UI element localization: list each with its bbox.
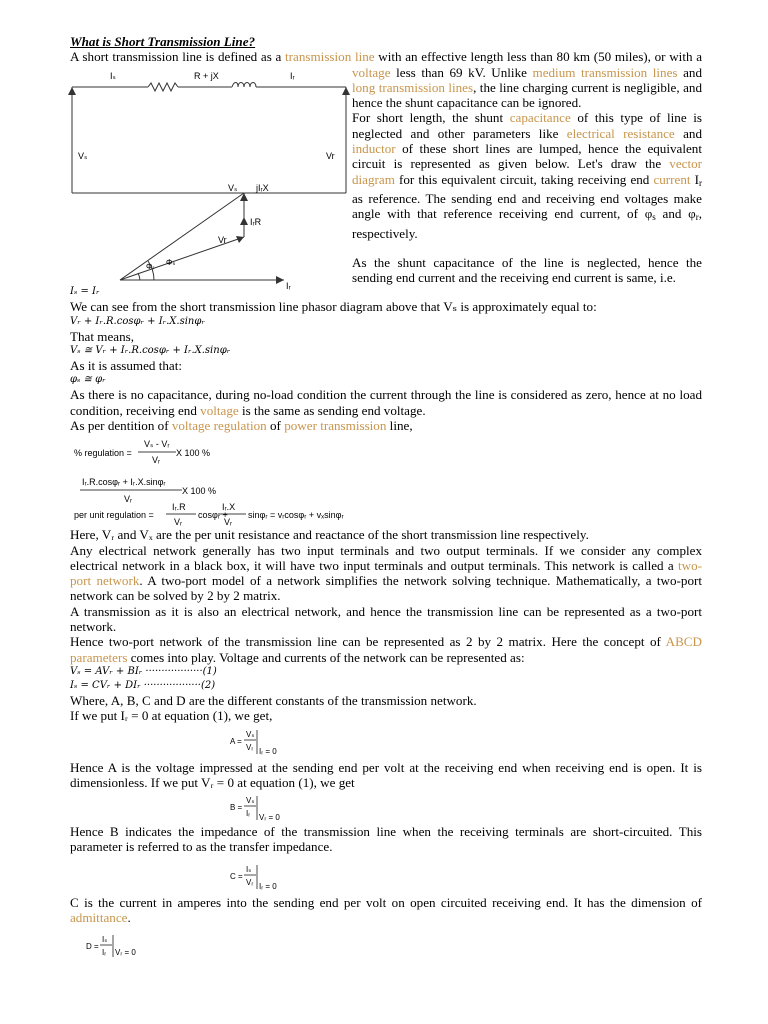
text: comes into play. Voltage and currents of the network can be represented as: bbox=[127, 649, 525, 665]
paragraph-per-unit: Here, Vᵣ and Vₓ are the per unit resistance and reactance of the short transmission line respectively. bbox=[70, 527, 589, 543]
text: line, bbox=[386, 417, 413, 433]
intro-paragraph bbox=[70, 49, 703, 291]
label-rjx: R + jX bbox=[194, 70, 219, 81]
subscript: r bbox=[699, 177, 702, 188]
reg-tail2: X 100 % bbox=[182, 486, 217, 497]
link-voltage-2[interactable]: voltage bbox=[200, 402, 239, 418]
text: . bbox=[127, 909, 131, 925]
equivalent-circuit-and-phasor-figure bbox=[70, 65, 352, 291]
text: Hence two-port network of the transmission line can be represented as 2 by 2 matrix. Here the concept of bbox=[70, 634, 666, 650]
fb-cond: Vᵣ = 0 bbox=[259, 813, 280, 823]
text: For short length, the shunt bbox=[352, 110, 510, 126]
label-vr: Vr bbox=[326, 150, 335, 161]
reg-den3b: Vᵣ bbox=[224, 517, 233, 528]
link-power-transmission[interactable]: power transmission bbox=[284, 417, 387, 433]
link-admittance[interactable]: admittance bbox=[70, 909, 128, 925]
label-ir: Iᵣ bbox=[290, 70, 295, 81]
formula-a bbox=[70, 724, 702, 760]
fa-num: Vₛ bbox=[246, 729, 255, 739]
label-ir2: Iᵣ bbox=[286, 280, 291, 291]
text: A short transmission line is defined as a bbox=[70, 49, 286, 65]
fa-lhs: A = bbox=[230, 736, 242, 746]
reg-num2: Iᵣ.R.cosφᵣ + Iᵣ.X.sinφᵣ bbox=[82, 477, 166, 488]
fa-cond: Iᵣ = 0 bbox=[259, 746, 277, 756]
paragraph-regulation-definition bbox=[70, 418, 702, 433]
text: and φ bbox=[655, 206, 696, 222]
reg-den1: Vᵣ bbox=[152, 455, 161, 466]
label-phs: Φₛ bbox=[166, 257, 176, 267]
paragraph-c-meaning bbox=[70, 895, 702, 926]
subscript: s bbox=[652, 212, 656, 223]
reg-tail1: X 100 % bbox=[176, 448, 211, 459]
paragraph-put-ir: If we put Iᵣ = 0 at equation (1), we get, bbox=[70, 708, 273, 724]
link-voltage[interactable]: voltage bbox=[352, 64, 391, 80]
link-voltage-regulation[interactable]: voltage regulation bbox=[171, 417, 267, 433]
fb-num: Vₛ bbox=[246, 796, 255, 806]
link-capacitance[interactable]: capacitance bbox=[509, 110, 571, 126]
reg-tail3: sinφᵣ = vᵣcosφᵣ + vₓsinφᵣ bbox=[248, 510, 344, 521]
paragraph-a-meaning: Hence A is the voltage impressed at the sending end per volt at the receiving end when receiving end is open. It is dimensionless. If we put Vᵣ = 0 at equation (1), we get bbox=[70, 759, 702, 790]
text: As the shunt capacitance of the line is neglected, hence the sending end current and the receiving end current is same, i.e. bbox=[352, 254, 702, 286]
paragraph-no-load bbox=[70, 387, 702, 418]
reg-mid3: cosφᵣ + bbox=[198, 510, 228, 521]
fd-cond: Vᵣ = 0 bbox=[115, 948, 136, 958]
link-current[interactable]: current bbox=[653, 171, 691, 187]
text: . A two-port model of a network simplifies the network solving technique. Mathematically, a two-port network can be solved by 2 by 2 matrix. bbox=[70, 573, 702, 604]
text: C is the current in amperes into the sending end per volt on open circuited receiving end. It has the dimension of bbox=[70, 894, 702, 910]
reg-num3b: Iᵣ.X bbox=[222, 502, 236, 513]
paragraph-assumed: As it is assumed that: bbox=[70, 358, 183, 374]
paragraph-two-port bbox=[70, 543, 702, 604]
text: of this type of line is neglected and other parameters like bbox=[352, 110, 702, 141]
text: of bbox=[266, 417, 285, 433]
reg-lhs3: per unit regulation = bbox=[74, 510, 154, 521]
text: , the line charging current is negligible, and hence the shunt capacitance can be ignored. bbox=[352, 79, 702, 111]
figure-svg bbox=[70, 65, 352, 291]
text: with an effective length less than 80 km (50 miles), or with a bbox=[374, 49, 703, 65]
equation-1: Vₛ = AVᵣ + BIᵣ ··················(1) bbox=[70, 665, 217, 677]
link-abcd-parameters[interactable]: ABCD parameters bbox=[70, 634, 702, 665]
link-vector-diagram[interactable]: vector diagram bbox=[352, 156, 702, 187]
reg-lhs1: % regulation = bbox=[74, 448, 132, 459]
label-vs2: Vₛ bbox=[228, 182, 238, 193]
text: , respectively. bbox=[352, 206, 702, 241]
link-medium-transmission-lines[interactable]: medium transmission lines bbox=[532, 64, 678, 80]
formula-c bbox=[70, 855, 702, 895]
text: of these short lines are lumped, hence the equivalent circuit is represented as given below. Let's draw the bbox=[352, 141, 702, 172]
text: is the same as sending end voltage. bbox=[238, 402, 426, 418]
text: I bbox=[690, 171, 699, 187]
reg-num3a: Iᵣ.R bbox=[172, 502, 186, 513]
reg-den2: Vᵣ bbox=[124, 494, 133, 505]
label-irr: IᵣR bbox=[250, 216, 262, 227]
equation-is-ir: Iₛ = Iᵣ bbox=[70, 286, 100, 298]
fb-den: Iᵣ bbox=[246, 809, 251, 819]
text: Any electrical network generally has two input terminals and two output terminals. If we consider any complex electrical network in a black box, it will have two input terminals and output terminals. This network is called a bbox=[70, 542, 702, 573]
link-electrical-resistance[interactable]: electrical resistance bbox=[566, 125, 675, 141]
equation-phi: φₛ ≅ φᵣ bbox=[70, 374, 106, 386]
fb-lhs: B = bbox=[230, 803, 243, 813]
equation-vs: Vₛ ≅ Vᵣ + Iᵣ.R.cosφᵣ + Iᵣ.X.sinφᵣ bbox=[70, 345, 231, 357]
page-title: What is Short Transmission Line? bbox=[70, 34, 256, 49]
reg-den3a: Vᵣ bbox=[174, 517, 183, 528]
fc-lhs: C = bbox=[230, 871, 243, 881]
link-inductor[interactable]: inductor bbox=[352, 141, 396, 157]
link-long-transmission-lines[interactable]: long transmission lines bbox=[352, 79, 474, 95]
text: for this equivalent circuit, taking receiving end bbox=[394, 171, 654, 187]
document-page bbox=[70, 34, 702, 961]
paragraph-constants: Where, A, B, C and D are the different constants of the transmission network. bbox=[70, 692, 477, 708]
formula-d bbox=[70, 925, 702, 961]
subscript: r bbox=[695, 212, 699, 223]
paragraph-that-means: That means, bbox=[70, 328, 134, 344]
fd-den: Iᵣ bbox=[102, 948, 107, 958]
link-transmission-line[interactable]: transmission line bbox=[285, 49, 375, 65]
formula-b bbox=[70, 790, 702, 824]
paragraph-phasor: We can see from the short transmission line phasor diagram above that Vₛ is approximately equal to: bbox=[70, 299, 597, 315]
text: and bbox=[674, 125, 703, 141]
fa-den: Vᵣ bbox=[246, 742, 254, 752]
text: and bbox=[677, 64, 702, 80]
paragraph-transmission-network: A transmission as it is also an electrical network, and hence the transmission line can be represented as a two-port network. bbox=[70, 603, 702, 635]
label-jirx: jIᵣX bbox=[256, 182, 269, 193]
equation-2: Iₛ = CVᵣ + DIᵣ ··················(2) bbox=[70, 679, 216, 691]
label-vr2: Vr bbox=[218, 234, 227, 245]
reg-num1: Vₛ - Vᵣ bbox=[144, 439, 170, 450]
equation-vs-approx: Vᵣ + Iᵣ.R.cosφᵣ + Iᵣ.X.sinφᵣ bbox=[70, 315, 205, 327]
label-vs: Vₛ bbox=[78, 150, 88, 161]
fc-cond: Iᵣ = 0 bbox=[259, 881, 277, 891]
label-phr: Φᵣ bbox=[146, 261, 155, 271]
text: as reference. The sending end and receiving end voltages make angle with that reference receiving end current, of φ bbox=[352, 190, 702, 222]
paragraph-abcd bbox=[70, 634, 702, 665]
fc-den: Vᵣ bbox=[246, 877, 254, 887]
text: less than 69 kV. Unlike bbox=[390, 64, 533, 80]
fd-num: Iₛ bbox=[102, 935, 108, 945]
label-is: Iₛ bbox=[110, 70, 116, 81]
paragraph-b-meaning: Hence B indicates the impedance of the transmission line when the receiving terminals are short-circuited. This parameter is referred to as the transfer impedance. bbox=[70, 824, 702, 855]
fc-num: Iₛ bbox=[246, 864, 252, 874]
link-two-port-network[interactable]: two-port network bbox=[70, 557, 702, 589]
regulation-formulas bbox=[70, 433, 702, 527]
text: As per dentition of bbox=[70, 417, 172, 433]
fd-lhs: D = bbox=[86, 942, 99, 952]
text: As there is no capacitance, during no-load condition the current through the line is considered as zero, hence at no load condition, receiving end bbox=[70, 387, 702, 418]
